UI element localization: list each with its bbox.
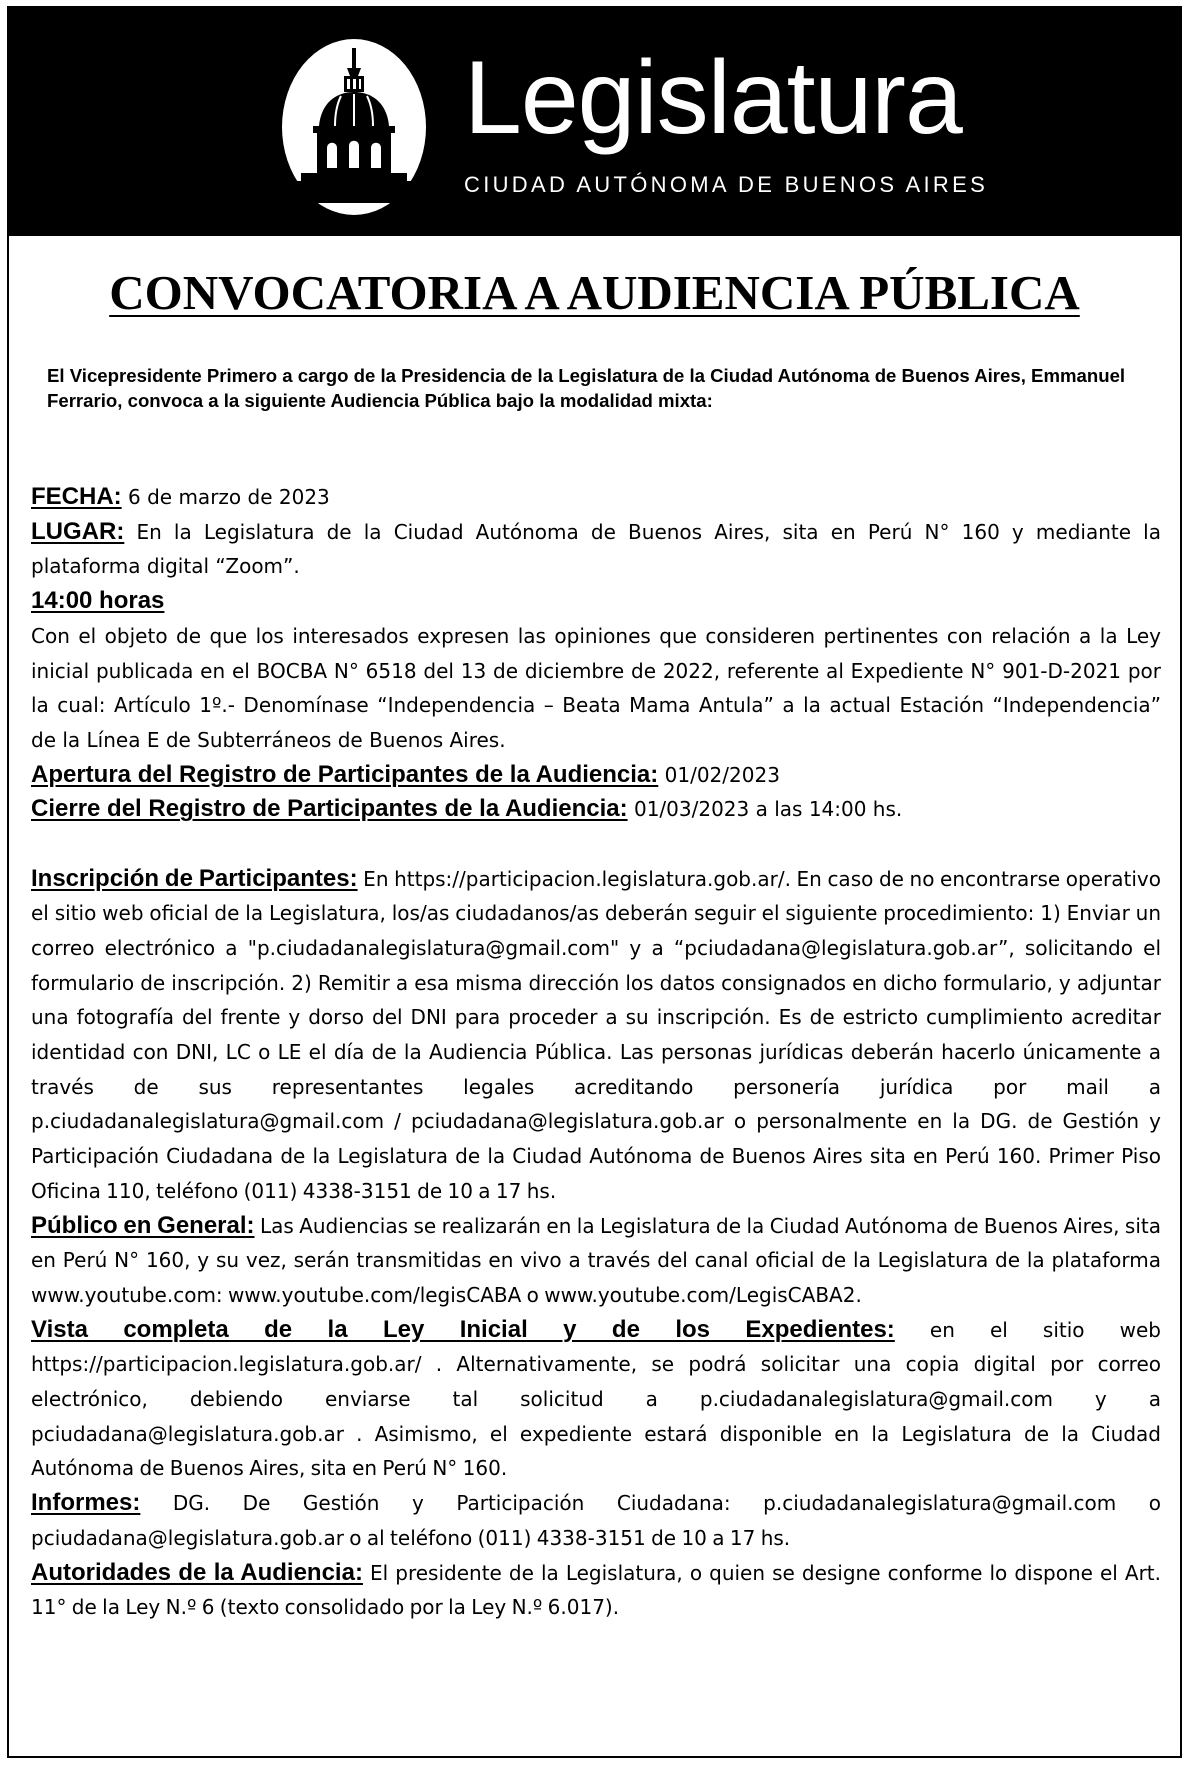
publico-label: Público en General: <box>31 1211 255 1239</box>
fecha-value: 6 de marzo de 2023 <box>121 485 330 509</box>
autoridades-text: El presidente de la Legislatura, o quien se designe conforme lo dispone el Art. 11° de la Ley N.º 6 (texto consolidado por la Ley N.º 6.017). <box>31 1560 1162 1620</box>
informes-text: DG. De Gestión y Participación Ciudadana: p.ciudadanalegislatura@gmail.com o pciudadana@legislatura.gob.ar o al teléfono (011) 4338-3151 de 10 a 17 hs. <box>31 1491 1161 1550</box>
informes-paragraph <box>31 1486 1161 1555</box>
section-gap <box>31 827 1161 862</box>
notice-frame <box>7 6 1182 1758</box>
lugar-value: En la Legislatura de la Ciudad Autónoma de Buenos Aires, sita en Perú N° 160 y mediante la plataforma digital “Zoom”. <box>31 519 1161 579</box>
vista-paragraph <box>31 1313 1161 1487</box>
informes-label: Informes: <box>31 1489 141 1517</box>
publico-text: Las Audiencias se realizarán en la Legislatura de la Ciudad Autónoma de Buenos Aires, sita en Perú N° 160, y su vez, serán transmitidas en vivo a través del canal oficial de la Legislatura de la plataforma www.youtube.com: www.youtube.com/legisCABA o www.youtube.com/LegisCABA2. <box>31 1213 1161 1307</box>
autoridades-paragraph <box>31 1556 1161 1625</box>
hora-line <box>31 584 1161 619</box>
notice-body <box>31 480 1161 1625</box>
inscripcion-paragraph <box>31 862 1161 1209</box>
header-banner <box>9 8 1180 236</box>
vista-text: en el sitio web https://participacion.legislatura.gob.ar/ . Alternativamente, se podrá solicitar una copia digital por correo electrónico, debiendo enviarse tal solicitud a p.ciudadanalegislatura@gmail.com y a pciudadana@legislatura.gob.ar . Asimismo, el expediente estará disponible en la Legislatura de la Ciudad Autónoma de Buenos Aires, sita en Perú N° 160. <box>31 1317 1161 1481</box>
lugar-label: LUGAR: <box>31 517 125 545</box>
objeto-paragraph: Con el objeto de que los interesados expresen las opiniones que consideren pertinentes con relación a la Ley inicial publicada en el BOCBA N° 6518 del 13 de diciembre de 2022, referente al Expediente N° 901-D-2021 por la cual: Artículo 1º.- Denomínase “Independencia – Beata Mama Antula” a la actual Estación “Independencia” de la Línea E de Subterráneos de Buenos Aires. <box>31 623 1161 752</box>
apertura-line <box>31 758 1161 793</box>
apertura-label: Apertura del Registro de Participantes de la Audiencia: <box>31 760 659 788</box>
cierre-line <box>31 792 1161 827</box>
page-title: CONVOCATORIA A AUDIENCIA PÚBLICA <box>109 265 1080 320</box>
cierre-label: Cierre del Registro de Participantes de la Audiencia: <box>31 795 628 823</box>
dome-emblem-icon <box>281 38 427 216</box>
hora-label: 14:00 horas <box>31 587 165 615</box>
fecha-label: FECHA: <box>31 483 122 510</box>
intro-paragraph: El Vicepresidente Primero a cargo de la Presidencia de la Legislatura de la Ciudad Autónoma de Buenos Aires, Emmanuel Ferrario, convoca a la siguiente Audiencia Pública bajo la modalidad mixta: <box>47 365 1126 411</box>
inscripcion-label: Inscripción de Participantes: <box>31 864 358 892</box>
cierre-value: 01/03/2023 a las 14:00 hs. <box>627 797 903 822</box>
apertura-value: 01/02/2023 <box>658 762 780 787</box>
publico-paragraph <box>31 1209 1161 1313</box>
autoridades-label: Autoridades de la Audiencia: <box>31 1558 363 1586</box>
logo-wordmark: Legislatura <box>464 40 962 156</box>
fecha-line <box>31 480 1161 515</box>
vista-label: Vista completa de la Ley Inicial y de los Expedientes: <box>31 1315 895 1343</box>
logo-subtitle: CIUDAD AUTÓNOMA DE BUENOS AIRES <box>464 172 989 197</box>
inscripcion-text: En https://participacion.legislatura.gob.ar/. En caso de no encontrarse operativo el sitio web oficial de la Legislatura, los/as ciudadanos/as deberán seguir el siguiente procedimiento: 1) Enviar un correo electrónico a "p.ciudadanalegislatura@gmail.com" y a “pciudadana@legislatura.gob.ar”, solicitando el formulario de inscripción. 2) Remitir a esa misma dirección los datos consignados en dicho formulario, y adjuntar una fotografía del frente y dorso del DNI para proceder a su inscripción. Es de estricto cumplimiento acreditar identidad con DNI, LC o LE el día de la Audiencia Pública. Las personas jurídicas deberán hacerlo únicamente a través de sus representantes legales acreditando personería jurídica por mail a p.ciudadanalegislatura@gmail.com / pciudadana@legislatura.gob.ar o personalmente en la DG. de Gestión y Participación Ciudadana de la Legislatura de la Ciudad Autónoma de Buenos Aires sita en Perú 160. Primer Piso Oficina 110, teléfono (011) 4338-3151 de 10 a 17 hs. <box>31 866 1161 1203</box>
lugar-line <box>31 515 1161 584</box>
